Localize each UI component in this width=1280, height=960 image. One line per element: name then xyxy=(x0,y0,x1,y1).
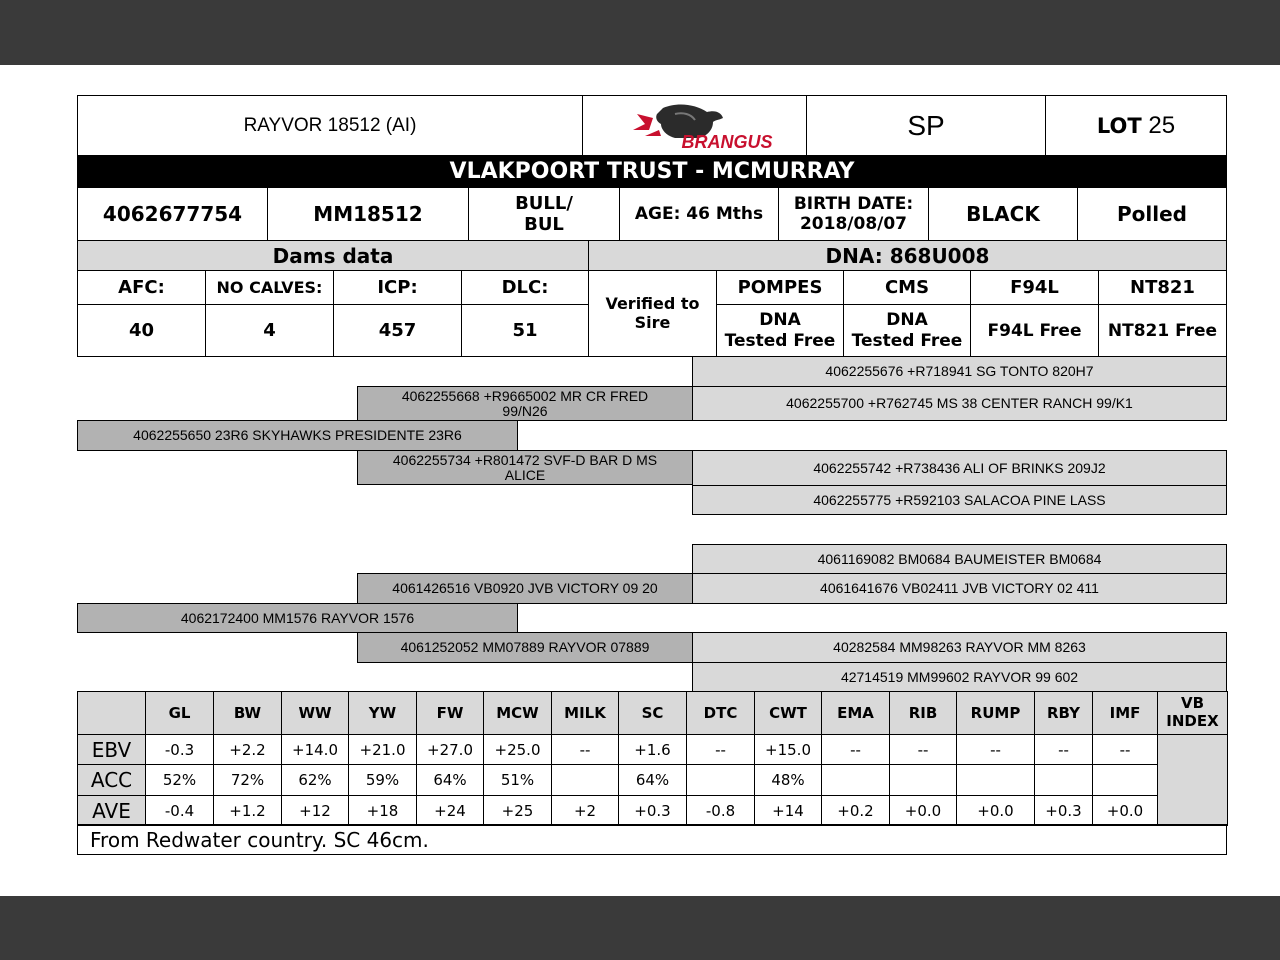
lot-number: 25 xyxy=(1148,111,1176,139)
dna-heading: DNA: 868U008 xyxy=(588,240,1227,271)
animal-sex xyxy=(468,187,620,241)
pedigree-dam-sire-dam: 4061641676 VB02411 JVB VICTORY 02 411 xyxy=(692,573,1227,604)
ebv-cell-ave-rump: +0.0 xyxy=(956,795,1035,826)
f94l-label: F94L xyxy=(970,270,1099,305)
horn-status: Polled xyxy=(1077,187,1227,241)
ebv-header-rib: RIB xyxy=(889,691,957,735)
ebv-cell-ave-bw: +1.2 xyxy=(213,795,282,826)
dams-data-heading: Dams data xyxy=(77,240,589,271)
pedigree-dam-sire: 4061426516 VB0920 JVB VICTORY 09 20 xyxy=(357,573,693,604)
animal-colour: BLACK xyxy=(928,187,1078,241)
ebv-cell-ave-yw: +18 xyxy=(348,795,417,826)
ebv-cell-ebv-rby: -- xyxy=(1034,734,1093,765)
ebv-cell-acc-sc: 64% xyxy=(618,764,687,796)
no-calves-label: NO CALVES: xyxy=(205,270,334,305)
ebv-cell-ave-gl: -0.4 xyxy=(145,795,214,826)
cms-result-line-1: DNA xyxy=(886,310,928,331)
animal-code: MM18512 xyxy=(267,187,469,241)
ebv-cell-acc-rump xyxy=(956,764,1035,796)
cms-result-line-2: Tested Free xyxy=(851,330,963,351)
verified-to-sire xyxy=(588,270,717,357)
ebv-cell-ebv-ww: +14.0 xyxy=(281,734,349,765)
ebv-cell-ave-dtc: -0.8 xyxy=(686,795,755,826)
birth-date-value: 2018/08/07 xyxy=(799,214,908,234)
animal-name: RAYVOR 18512 (AI) xyxy=(77,95,583,156)
ebv-cell-ebv-dtc: -- xyxy=(686,734,755,765)
ebv-header-cwt: CWT xyxy=(754,691,822,735)
ebv-cell-ave-sc: +0.3 xyxy=(618,795,687,826)
icp-value: 457 xyxy=(333,304,462,357)
animal-id: 4062677754 xyxy=(77,187,268,241)
ebv-cell-ave-cwt: +14 xyxy=(754,795,822,826)
ebv-header-sc: SC xyxy=(618,691,687,735)
lot-box xyxy=(1045,95,1227,156)
brangus-logo xyxy=(582,95,807,156)
ebv-cell-ave-ema: +0.2 xyxy=(821,795,890,826)
pedigree-dam-dam: 4061252052 MM07889 RAYVOR 07889 xyxy=(357,632,693,663)
top-frame-bar xyxy=(0,0,1280,65)
sex-line-1: BULL/ xyxy=(515,192,573,214)
pompes-result-line-2: Tested Free xyxy=(724,330,836,351)
lot-sheet xyxy=(0,65,1280,896)
pedigree-sire-dam-dam: 4062255775 +R592103 SALACOA PINE LASS xyxy=(692,485,1227,515)
ebv-cell-ebv-imf: -- xyxy=(1092,734,1158,765)
vb-index-value xyxy=(1157,734,1228,826)
nt821-label: NT821 xyxy=(1098,270,1227,305)
ebv-cell-ebv-gl: -0.3 xyxy=(145,734,214,765)
category-code: SP xyxy=(806,95,1046,156)
ebv-cell-ebv-fw: +27.0 xyxy=(416,734,484,765)
ebv-header-gl: GL xyxy=(145,691,214,735)
ebv-cell-acc-ww: 62% xyxy=(281,764,349,796)
cms-label: CMS xyxy=(843,270,971,305)
dlc-value: 51 xyxy=(461,304,589,357)
ebv-header-ww: WW xyxy=(281,691,349,735)
ebv-cell-acc-yw: 59% xyxy=(348,764,417,796)
ebv-cell-ave-rby: +0.3 xyxy=(1034,795,1093,826)
afc-value: 40 xyxy=(77,304,206,357)
ebv-cell-ave-rib: +0.0 xyxy=(889,795,957,826)
pedigree-sire-sire-sire: 4062255676 +R718941 SG TONTO 820H7 xyxy=(692,356,1227,387)
pompes-result xyxy=(716,304,844,357)
ebv-header-dtc: DTC xyxy=(686,691,755,735)
ebv-cell-ebv-yw: +21.0 xyxy=(348,734,417,765)
ebv-cell-acc-imf xyxy=(1092,764,1158,796)
ebv-header-bw: BW xyxy=(213,691,282,735)
ebv-header-milk: MILK xyxy=(551,691,619,735)
pedigree-dam-dam-dam: 42714519 MM99602 RAYVOR 99 602 xyxy=(692,662,1227,692)
ebv-cell-acc-gl: 52% xyxy=(145,764,214,796)
no-calves-value: 4 xyxy=(205,304,334,357)
pedigree-sire: 4062255650 23R6 SKYHAWKS PRESIDENTE 23R6 xyxy=(77,420,518,451)
dlc-label: DLC: xyxy=(461,270,589,305)
ebv-row-label-acc: ACC xyxy=(77,764,146,796)
ebv-cell-ave-ww: +12 xyxy=(281,795,349,826)
icp-label: ICP: xyxy=(333,270,462,305)
ebv-cell-acc-fw: 64% xyxy=(416,764,484,796)
ebv-header-rby: RBY xyxy=(1034,691,1093,735)
pedigree-sire-dam-text: 4062255734 +R801472 SVF-D BAR D MS ALICE xyxy=(392,451,658,483)
ebv-cell-ebv-cwt: +15.0 xyxy=(754,734,822,765)
ebv-cell-acc-rby xyxy=(1034,764,1093,796)
ebv-cell-ebv-milk: -- xyxy=(551,734,619,765)
birth-date xyxy=(778,187,929,241)
ebv-cell-ave-mcw: +25 xyxy=(483,795,552,826)
pedigree-dam: 4062172400 MM1576 RAYVOR 1576 xyxy=(77,603,518,633)
pedigree-sire-sire xyxy=(357,386,693,421)
ebv-header-rump: RUMP xyxy=(956,691,1035,735)
ebv-header-corner xyxy=(77,691,146,735)
ebv-cell-acc-ema xyxy=(821,764,890,796)
vb-index-line-2: INDEX xyxy=(1166,712,1219,730)
ebv-header-mcw: MCW xyxy=(483,691,552,735)
ebv-header-yw: YW xyxy=(348,691,417,735)
ebv-cell-ave-imf: +0.0 xyxy=(1092,795,1158,826)
ebv-header-vb-index xyxy=(1157,691,1228,735)
lot-label: LOT xyxy=(1096,113,1142,138)
birth-date-label: BIRTH DATE: xyxy=(793,193,914,214)
ebv-cell-acc-mcw: 51% xyxy=(483,764,552,796)
pedigree-sire-sire-text: 4062255668 +R9665002 MR CR FRED 99/N26 xyxy=(401,387,649,419)
ebv-cell-acc-rib xyxy=(889,764,957,796)
ebv-cell-ebv-bw: +2.2 xyxy=(213,734,282,765)
ebv-row-label-ave: AVE xyxy=(77,795,146,826)
pedigree-dam-dam-sire: 40282584 MM98263 RAYVOR MM 8263 xyxy=(692,632,1227,663)
ebv-cell-acc-milk xyxy=(551,764,619,796)
pompes-result-line-1: DNA xyxy=(759,310,801,331)
ebv-cell-ave-fw: +24 xyxy=(416,795,484,826)
logo-wordmark: BRANGUS xyxy=(680,131,773,152)
remarks: From Redwater country. SC 46cm. xyxy=(77,824,1227,855)
f94l-result: F94L Free xyxy=(970,304,1099,357)
verified-text: Verified to Sire xyxy=(605,293,700,332)
animal-age: AGE: 46 Mths xyxy=(619,187,779,241)
vb-index-line-1: VB xyxy=(1180,694,1205,713)
ebv-cell-ebv-rib: -- xyxy=(889,734,957,765)
ebv-cell-ebv-mcw: +25.0 xyxy=(483,734,552,765)
cms-result xyxy=(843,304,971,357)
ebv-header-fw: FW xyxy=(416,691,484,735)
ebv-cell-ave-milk: +2 xyxy=(551,795,619,826)
nt821-result: NT821 Free xyxy=(1098,304,1227,357)
ebv-cell-acc-bw: 72% xyxy=(213,764,282,796)
pompes-label: POMPES xyxy=(716,270,844,305)
pedigree-sire-dam xyxy=(357,450,693,485)
ebv-cell-ebv-rump: -- xyxy=(956,734,1035,765)
pedigree-sire-dam-sire: 4062255742 +R738436 ALI OF BRINKS 209J2 xyxy=(692,450,1227,486)
ebv-header-ema: EMA xyxy=(821,691,890,735)
ebv-cell-ebv-ema: -- xyxy=(821,734,890,765)
ebv-row-label-ebv: EBV xyxy=(77,734,146,765)
ebv-cell-acc-dtc xyxy=(686,764,755,796)
brangus-logo-icon xyxy=(615,100,775,152)
ebv-cell-acc-cwt: 48% xyxy=(754,764,822,796)
sex-line-2: BUL xyxy=(524,214,564,235)
ebv-header-imf: IMF xyxy=(1092,691,1158,735)
pedigree-sire-sire-dam: 4062255700 +R762745 MS 38 CENTER RANCH 99/K1 xyxy=(692,386,1227,421)
bottom-frame-bar xyxy=(0,896,1280,960)
ebv-cell-ebv-sc: +1.6 xyxy=(618,734,687,765)
afc-label: AFC: xyxy=(77,270,206,305)
pedigree-dam-sire-sire: 4061169082 BM0684 BAUMEISTER BM0684 xyxy=(692,544,1227,574)
breeder-name: VLAKPOORT TRUST - MCMURRAY xyxy=(77,155,1227,188)
